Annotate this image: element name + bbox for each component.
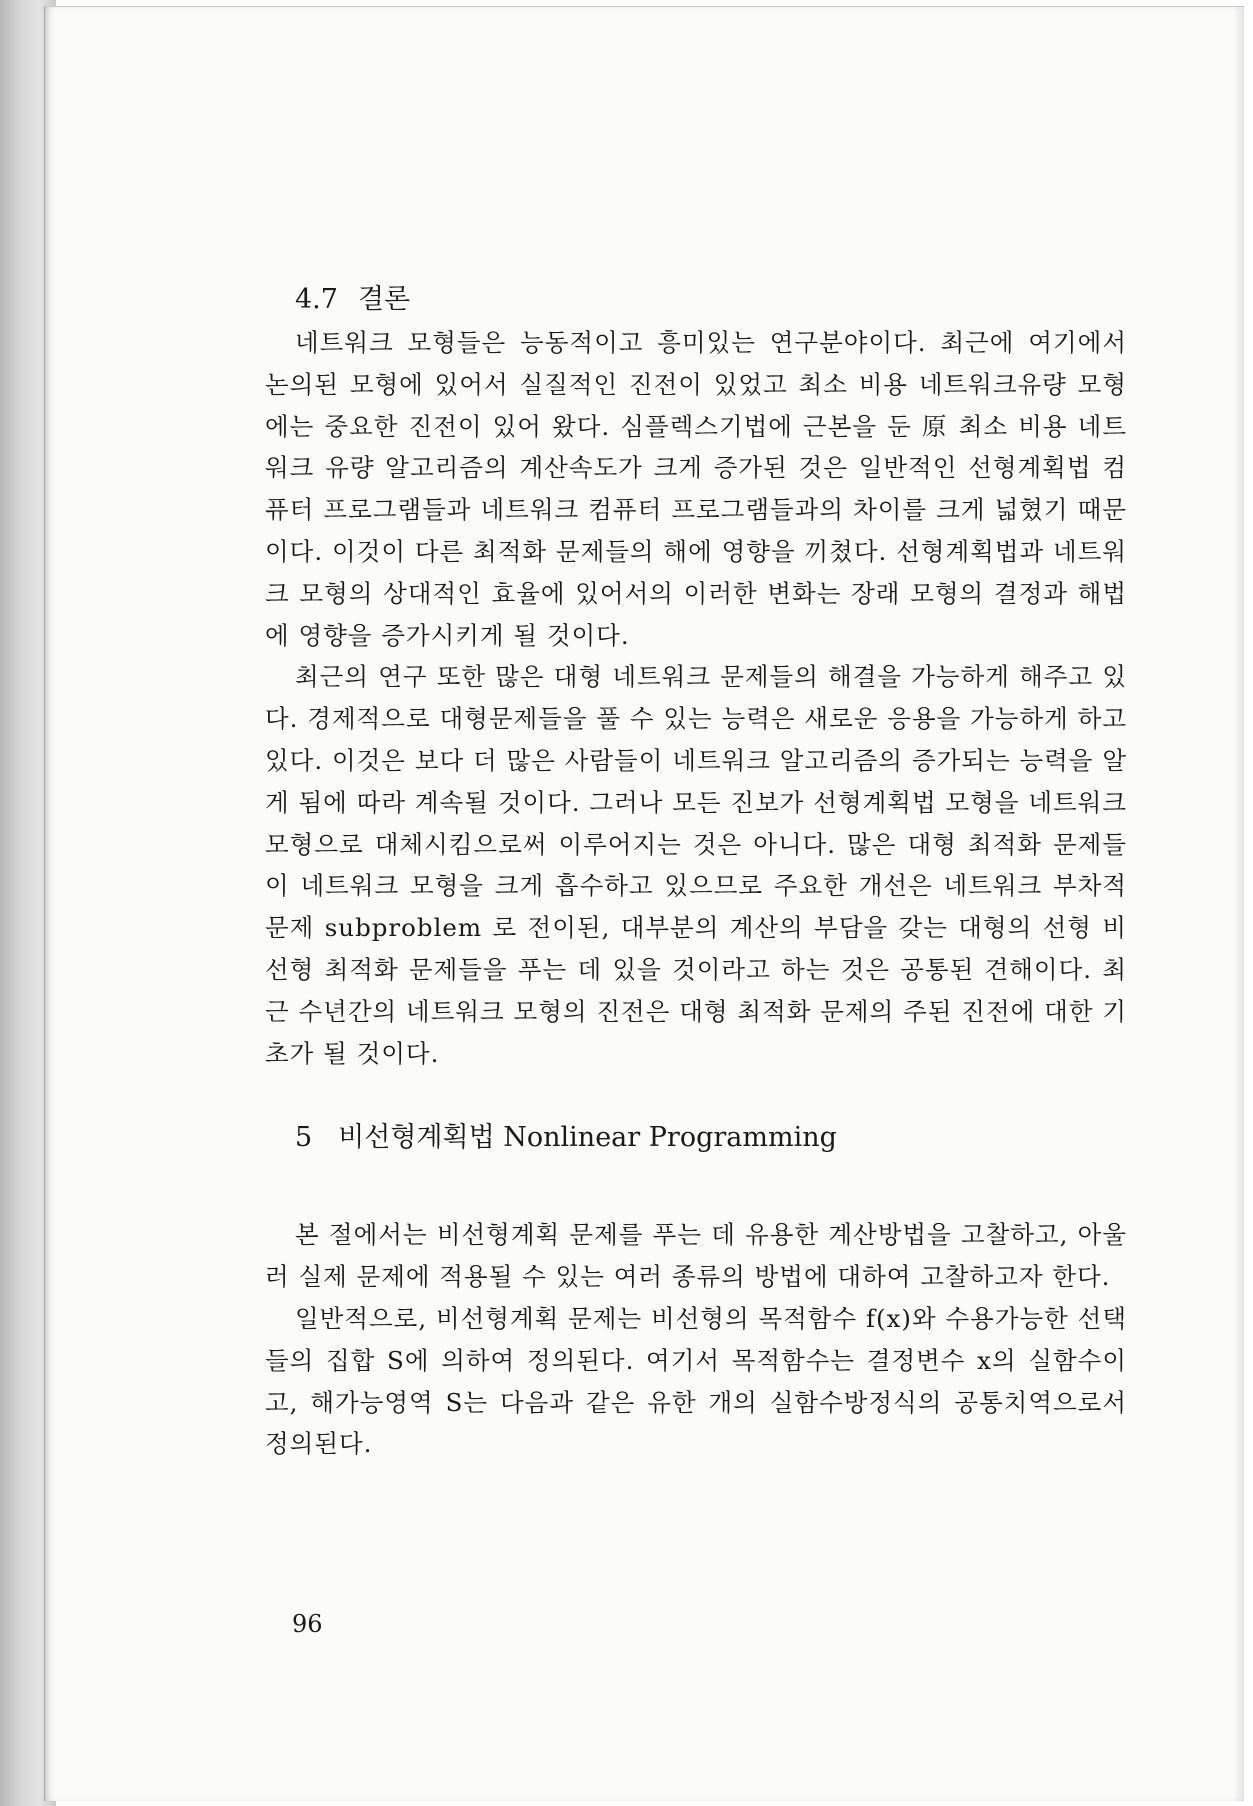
section-number: 5 — [295, 1122, 313, 1154]
section-title: 결론 — [357, 284, 411, 315]
page-number: 96 — [292, 1610, 323, 1638]
page-content — [265, 278, 1127, 1465]
section-heading-4-7 — [265, 278, 1127, 322]
section-heading-5 — [265, 1116, 1127, 1160]
section-number: 4.7 — [295, 284, 338, 315]
paragraph-conclusion-1: 네트워크 모형들은 능동적이고 흥미있는 연구분야이다. 최근에 여기에서 논의된 모형에 있어서 실질적인 진전이 있었고 최소 비용 네트워크유량 모형에는 중요한 진전이 있어 왔다. 심플렉스기법에 근본을 둔 原 최소 비용 네트워크 유량 알고리즘의 계산속도가 크게 증가된 것은 일반적인 선형계획법 컴퓨터 프로그램들과 네트워크 컴퓨터 프로그램들과의 차이를 크게 넓혔기 때문이다. 이것이 다른 최적화 문제들의 해에 영향을 끼쳤다. 선형계획법과 네트워크 모형의 상대적인 효율에 있어서의 이러한 변화는 장래 모형의 결정과 해법에 영향을 증가시키게 될 것이다. — [265, 328, 1127, 650]
page-edge-shadow — [1234, 7, 1244, 1801]
section-title: 비선형계획법 Nonlinear Programming — [338, 1122, 837, 1154]
paragraph-nlp-definition: 일반적으로, 비선형계획 문제는 비선형의 목적함수 f(x)와 수용가능한 선택들의 집합 S에 의하여 정의된다. 여기서 목적함수는 결정변수 x의 실함수이고, 해가능영역 S는 다음과 같은 유한 개의 실함수방정식의 공통치역으로서 정의된다. — [265, 1303, 1127, 1459]
paragraph-nlp-intro: 본 절에서는 비선형계획 문제를 푸는 데 유용한 계산방법을 고찰하고, 아울러 실제 문제에 적용될 수 있는 여러 종류의 방법에 대하여 고찰하고자 한다. — [265, 1220, 1127, 1292]
paragraph-conclusion-2: 최근의 연구 또한 많은 대형 네트워크 문제들의 해결을 가능하게 해주고 있다. 경제적으로 대형문제들을 풀 수 있는 능력은 새로운 응용을 가능하게 하고 있다. 이것은 보다 더 많은 사람들이 네트워크 알고리즘의 증가되는 능력을 알게 됨에 따라 계속될 것이다. 그러나 모든 진보가 선형계획법 모형을 네트워크 모형으로 대체시킴으로써 이루어지는 것은 아니다. 많은 대형 최적화 문제들이 네트워크 모형을 크게 흡수하고 있으므로 주요한 개선은 네트워크 부차적 문제 subproblem 로 전이된, 대부분의 계산의 부담을 갖는 대형의 선형 비선형 최적화 문제들을 푸는 데 있을 것이라고 하는 것은 공통된 견해이다. 최근 수년간의 네트워크 모형의 진전은 대형 최적화 문제의 주된 진전에 대한 기초가 될 것이다. — [265, 662, 1127, 1068]
